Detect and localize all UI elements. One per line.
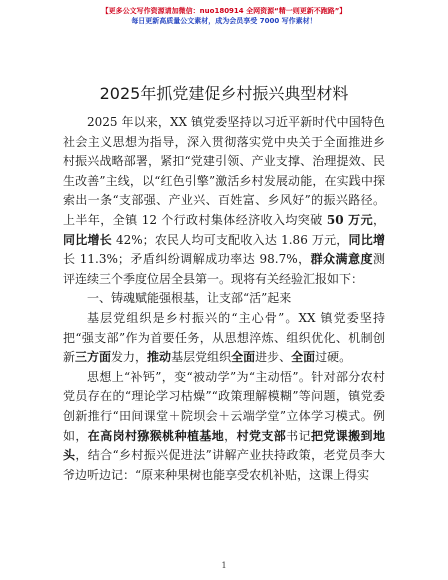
text-run: 书记 bbox=[286, 428, 311, 443]
text-run: 42%；农民人均可支配收入达 1.86 万元， bbox=[111, 232, 349, 247]
header-banner bbox=[0, 6, 448, 26]
text-run: 过硬。 bbox=[315, 350, 352, 365]
bold-text-run: 把党课搬到地头 bbox=[63, 428, 385, 463]
text-run: 思想上“补钙”，变“被动学”为“主动悟”。针对部分农村党员存在的“理论学习枯燥”“政策理解模糊”等问题，镇党委创新推行“田间课堂＋院坝会＋云端学堂”立体学习模式。例如， bbox=[63, 369, 385, 443]
text-run: ， bbox=[224, 428, 237, 443]
bold-text-run: 50 万元 bbox=[326, 212, 373, 227]
bold-text-run: 全面 bbox=[291, 350, 316, 365]
text-run: ，结合“乡村振兴促进法”讲解产业扶持政策，老党员李大爷边听边记：“原来种果树也能享受农机补贴，这课上得实 bbox=[63, 448, 385, 482]
text-run: 长 11.3%；矛盾纠纷调解成功率达 98.7%， bbox=[63, 252, 311, 267]
bold-text-run: 同比增 bbox=[348, 232, 385, 247]
text-run: 进步、 bbox=[255, 350, 292, 365]
body-paragraph bbox=[63, 309, 385, 368]
text-run: 一、铸魂赋能强根基，让支部“活”起来 bbox=[87, 291, 292, 306]
bold-text-run: 同比增长 bbox=[63, 232, 112, 247]
bold-text-run: 三方面 bbox=[75, 350, 112, 365]
body-paragraph bbox=[63, 368, 385, 486]
bold-text-run: 推动 bbox=[147, 350, 172, 365]
text-run: 测评连续三个季度位居全县第一。现将有关经验汇报如下： bbox=[63, 252, 385, 286]
body-paragraph bbox=[63, 289, 385, 309]
bold-text-run: 在高岗村猕猴桃种植基地 bbox=[87, 428, 225, 443]
document-title: 2025年抓党建促乡村振兴典型材料 bbox=[99, 84, 349, 103]
banner-line-1: 【更多公文写作资源请加微信：nuo180914 全网资源“精一则更新不跑路”】 bbox=[101, 7, 347, 15]
page-number: 1 bbox=[221, 561, 227, 570]
banner-line-2: 每日更新高质量公文素材，成为会员享受 7000 写作素材！ bbox=[131, 17, 317, 25]
bold-text-run: 全面 bbox=[231, 350, 256, 365]
text-run: 基层党组织是乡村振兴的“主心骨”。XX 镇党委坚持把“强支部”作为首要任务，从思想淬炼、组织优化、机制创新 bbox=[63, 310, 385, 365]
bold-text-run: 村党支部 bbox=[236, 428, 287, 443]
text-run: 发力， bbox=[111, 350, 148, 365]
body-paragraph bbox=[63, 113, 385, 289]
bold-text-run: 群众满意度 bbox=[310, 252, 373, 267]
text-run: 2025 年以来，XX 镇党委坚持以习近平新时代中国特色社会主义思想为指导，深入贯彻落实党中央关于全面推进乡村振兴战略部署，紧扣“党建引领、产业支撑、治理提效、民生改善”主线，以“红色引擎”激活乡村发展动能，在实践中探索出一条“支部强、产业兴、百姓富、乡风好”的振兴路径。上半年，全镇 12 个行政村集体经济收入均突破 bbox=[63, 115, 385, 227]
document-body bbox=[63, 113, 385, 485]
text-run: 基层党组织 bbox=[171, 350, 232, 365]
text-run: ， bbox=[372, 212, 385, 227]
